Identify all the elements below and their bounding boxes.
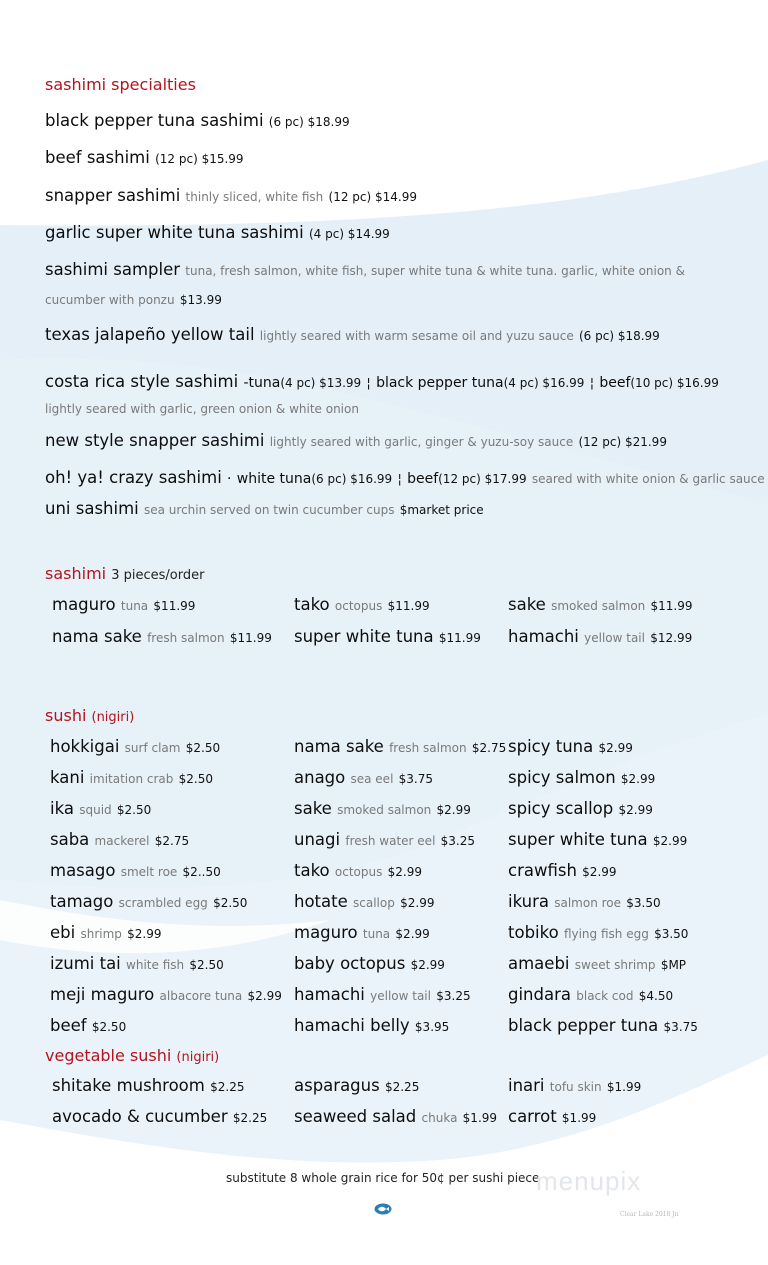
menu-item: [50, 799, 151, 818]
menu-item: [508, 830, 687, 849]
menu-item: [508, 737, 633, 756]
item-name: super white tuna: [294, 627, 434, 646]
item-description: scallop: [353, 896, 395, 910]
item-price: $2.25: [210, 1080, 245, 1094]
menu-item: [508, 1076, 641, 1095]
menu-item: costa rica style sashimi -tuna(4 pc) $13.99 ¦ black pepper tuna(4 pc) $16.99 ¦ beef(10 pc) $16.99: [45, 372, 719, 391]
item-description: tuna: [362, 927, 391, 941]
item-name: tako: [294, 595, 330, 614]
item-price: $2.50: [185, 741, 221, 755]
item-name: shitake mushroom: [52, 1076, 205, 1095]
item-price: $2.75: [471, 741, 507, 755]
item-name: super white tuna: [508, 830, 648, 849]
item-price: $2.99: [436, 803, 471, 817]
item-price: $3.25: [440, 834, 476, 848]
menu-item: [294, 1107, 497, 1126]
watermark-logo: menupix: [536, 1166, 642, 1196]
menu-item: [294, 923, 430, 942]
menu-item: [52, 1076, 244, 1095]
item-name: avocado & cucumber: [52, 1107, 228, 1126]
menu-item: [294, 985, 471, 1004]
menu-item: [50, 985, 282, 1004]
item-name: ika: [50, 799, 74, 818]
item-name: unagi: [294, 830, 341, 849]
item-price: $2.99: [127, 927, 162, 941]
item-description: smoked salmon: [551, 599, 646, 613]
item-name: seaweed salad: [294, 1107, 417, 1126]
item-price: $2.50: [213, 896, 248, 910]
menu-item: [50, 892, 247, 911]
item-description: sea eel: [350, 772, 394, 786]
item-price: $2.99: [582, 865, 617, 879]
menu-item: beef sashimi (12 pc) $15.99: [45, 148, 244, 167]
item-name: sake: [508, 595, 546, 614]
item-description: sweet shrimp: [574, 958, 656, 972]
section-title-vegetable-sushi: vegetable sushi (nigiri): [45, 1046, 220, 1065]
item-name: hamachi: [508, 627, 579, 646]
item-description: smoked salmon: [337, 803, 432, 817]
item-price: $2.99: [400, 896, 435, 910]
menu-item: [508, 1016, 698, 1035]
menu-item: [294, 892, 434, 911]
menu-item: [508, 595, 693, 614]
menu-item: [294, 737, 506, 756]
item-name: gindara: [508, 985, 571, 1004]
item-price: $2.25: [384, 1080, 420, 1094]
item-description: squid: [79, 803, 112, 817]
item-price: $2.99: [395, 927, 430, 941]
item-price: $1.99: [606, 1080, 642, 1094]
item-price: $11.99: [650, 599, 693, 613]
item-name: ikura: [508, 892, 549, 911]
item-name: nama sake: [294, 737, 384, 756]
item-price: $3.75: [663, 1020, 698, 1034]
item-name: crawfish: [508, 861, 577, 880]
item-name: amaebi: [508, 954, 570, 973]
item-name: tobiko: [508, 923, 559, 942]
item-name: hamachi: [294, 985, 365, 1004]
menu-item: sashimi sampler tuna, fresh salmon, white fish, super white tuna & white tuna. garlic, white onion & cucumber with ponzu $13.99: [45, 260, 685, 307]
item-description: smelt roe: [120, 865, 178, 879]
menu-item: new style snapper sashimi lightly seared with garlic, ginger & yuzu-soy sauce (12 pc) $21.99: [45, 431, 667, 450]
item-description: albacore tuna: [159, 989, 243, 1003]
menu-item: black pepper tuna sashimi (6 pc) $18.99: [45, 111, 350, 130]
item-name: sake: [294, 799, 332, 818]
item-price: $12.99: [650, 631, 693, 645]
menu-item: [294, 1076, 419, 1095]
menu-item: [508, 627, 692, 646]
item-description: tuna: [120, 599, 149, 613]
menu-item: [294, 768, 433, 787]
item-description: imitation crab: [89, 772, 174, 786]
item-price: $2.50: [189, 958, 224, 972]
item-price: $2.99: [598, 741, 633, 755]
item-price: $3.50: [654, 927, 689, 941]
menu-item: [508, 985, 673, 1004]
item-description: mackerel: [94, 834, 150, 848]
item-price: $2.75: [154, 834, 190, 848]
menu-item: [50, 954, 224, 973]
item-price: $3.95: [414, 1020, 450, 1034]
section-title-sushi: sushi (nigiri): [45, 706, 135, 725]
menu-item: [50, 861, 221, 880]
menu-item: [50, 923, 162, 942]
item-description: white fish: [126, 958, 185, 972]
menu-item: [508, 799, 653, 818]
item-price: $11.99: [438, 631, 481, 645]
item-price: $11.99: [153, 599, 196, 613]
item-name: maguro: [52, 595, 116, 614]
item-description: yellow tail: [370, 989, 431, 1003]
menu-item: texas jalapeño yellow tail lightly seared with warm sesame oil and yuzu sauce (6 pc) $18.99: [45, 325, 660, 344]
item-description: octopus: [334, 599, 383, 613]
fineprint: Clear Lake 2018 Jn: [620, 1211, 679, 1218]
menu-item: [508, 923, 688, 942]
item-price: $2.99: [618, 803, 653, 817]
item-description: black cod: [576, 989, 634, 1003]
item-price: $2.25: [232, 1111, 268, 1125]
section-title-sashimi: sashimi 3 pieces/order: [45, 564, 205, 583]
item-description: shrimp: [80, 927, 122, 941]
item-name: asparagus: [294, 1076, 380, 1095]
item-name: beef: [50, 1016, 87, 1035]
item-name: spicy tuna: [508, 737, 594, 756]
item-name: tako: [294, 861, 330, 880]
menu-item: oh! ya! crazy sashimi · white tuna(6 pc) $16.99 ¦ beef(12 pc) $17.99 seared with white onion & garlic sauce: [45, 468, 765, 487]
menu-item: [294, 830, 475, 849]
menu-item: [294, 595, 430, 614]
item-description: salmon roe: [554, 896, 622, 910]
item-name: nama sake: [52, 627, 142, 646]
item-description: scrambled egg: [118, 896, 208, 910]
item-name: maguro: [294, 923, 358, 942]
item-name: hamachi belly: [294, 1016, 410, 1035]
item-price: $2.99: [387, 865, 422, 879]
fish-icon: [374, 1203, 392, 1215]
item-price: $2.99: [652, 834, 688, 848]
item-name: baby octopus: [294, 954, 406, 973]
item-price: $MP: [660, 958, 687, 972]
item-description: chuka: [421, 1111, 458, 1125]
menu-item: garlic super white tuna sashimi (4 pc) $14.99: [45, 223, 390, 242]
item-price: $11.99: [387, 599, 430, 613]
item-price: $3.25: [436, 989, 471, 1003]
menu-item: [294, 954, 445, 973]
item-price: $2.50: [116, 803, 152, 817]
item-name: hokkigai: [50, 737, 120, 756]
menu-item: [52, 1107, 267, 1126]
item-name: inari: [508, 1076, 545, 1095]
item-name: spicy salmon: [508, 768, 616, 787]
section-title-sashimi-specialties: sashimi specialties: [45, 75, 196, 94]
item-name: masago: [50, 861, 116, 880]
menu-item: [50, 1016, 126, 1035]
item-price: $2.99: [410, 958, 445, 972]
menu-item-description: lightly seared with garlic, green onion & white onion: [45, 402, 359, 416]
item-price: $2..50: [182, 865, 221, 879]
item-name: saba: [50, 830, 90, 849]
item-description: octopus: [334, 865, 383, 879]
item-name: meji maguro: [50, 985, 155, 1004]
item-name: izumi tai: [50, 954, 121, 973]
footer-note: substitute 8 whole grain rice for 50¢ per sushi piece: [226, 1171, 540, 1185]
menu-item: [50, 737, 220, 756]
menu-item: uni sashimi sea urchin served on twin cucumber cups $market price: [45, 499, 484, 518]
menu-item: [508, 892, 661, 911]
item-name: carrot: [508, 1107, 557, 1126]
item-price: $3.75: [398, 772, 434, 786]
item-description: surf clam: [124, 741, 181, 755]
menu-item: [50, 768, 213, 787]
item-name: ebi: [50, 923, 76, 942]
menu-item: [508, 954, 686, 973]
item-name: tamago: [50, 892, 114, 911]
menu-item: [508, 1107, 596, 1126]
item-price: $1.99: [561, 1111, 597, 1125]
menu-item: snapper sashimi thinly sliced, white fish (12 pc) $14.99: [45, 186, 417, 205]
menu-item: [50, 830, 189, 849]
menu-item: [294, 799, 471, 818]
item-price: $2.50: [178, 772, 213, 786]
item-price: $2.99: [247, 989, 282, 1003]
item-name: spicy scallop: [508, 799, 614, 818]
item-price: $3.50: [626, 896, 661, 910]
item-name: kani: [50, 768, 85, 787]
item-price: $2.99: [620, 772, 656, 786]
item-price: $4.50: [638, 989, 674, 1003]
item-price: $1.99: [462, 1111, 498, 1125]
menu-item: [52, 595, 195, 614]
item-description: yellow tail: [584, 631, 645, 645]
item-description: tofu skin: [549, 1080, 602, 1094]
menu-item: [508, 861, 617, 880]
item-price: $2.50: [91, 1020, 127, 1034]
menu-item: [294, 861, 422, 880]
item-name: hotate: [294, 892, 348, 911]
item-description: fresh salmon: [147, 631, 225, 645]
menu-item: [508, 768, 655, 787]
menu-item: [294, 627, 481, 646]
item-name: anago: [294, 768, 346, 787]
item-name: black pepper tuna: [508, 1016, 659, 1035]
item-description: fresh salmon: [389, 741, 467, 755]
item-price: $11.99: [229, 631, 272, 645]
item-description: flying fish egg: [563, 927, 649, 941]
menu-item: [52, 627, 272, 646]
item-description: fresh water eel: [345, 834, 436, 848]
menu-item: [294, 1016, 449, 1035]
